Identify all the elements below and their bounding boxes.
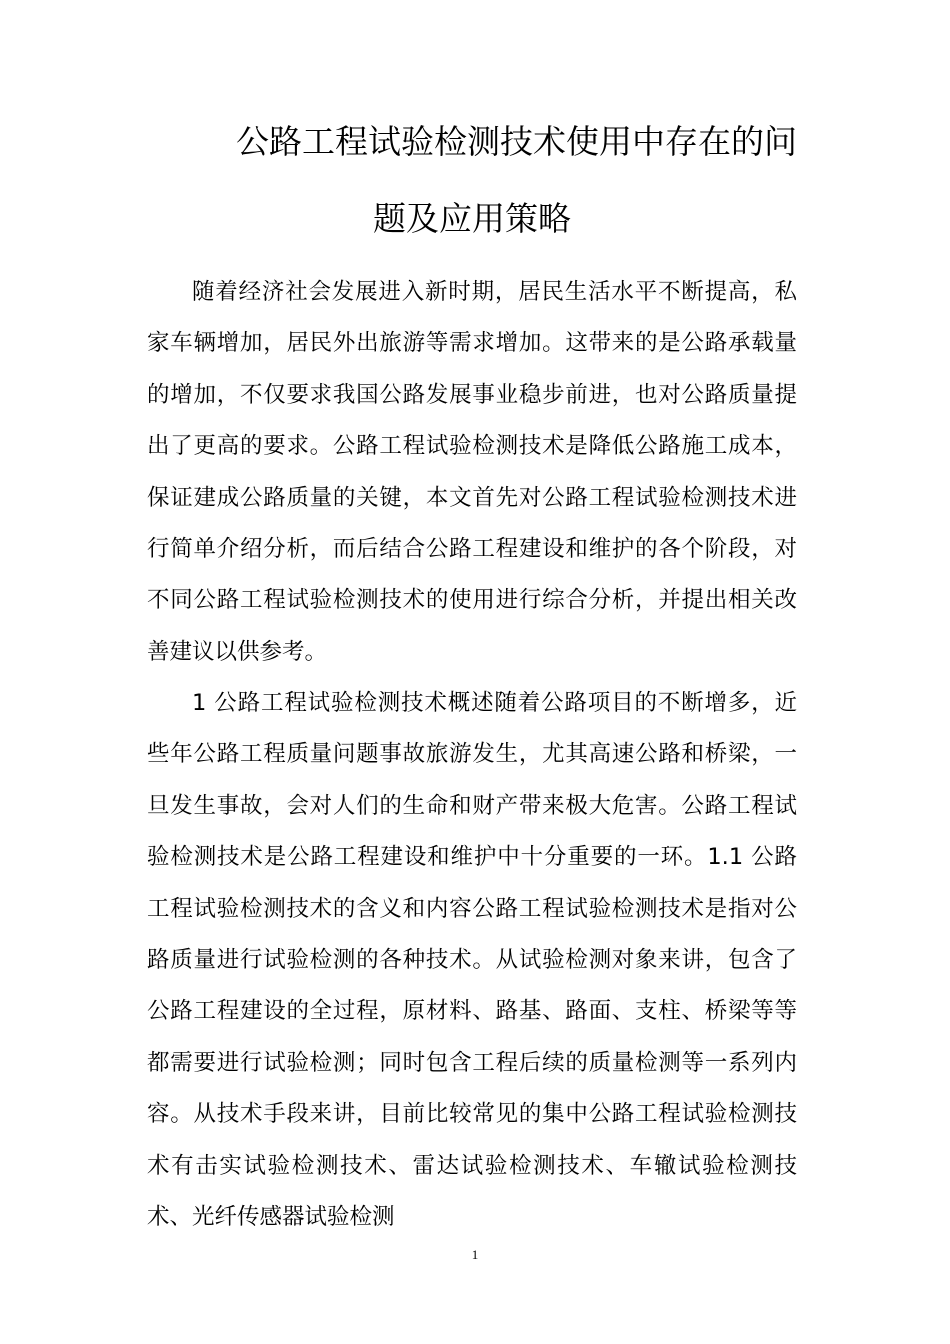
- title-line-2: 题及应用策略: [373, 199, 571, 238]
- title-line-1: 公路工程试验检测技术使用中存在的问: [236, 122, 797, 161]
- paragraph-overview: 1 公路工程试验检测技术概述随着公路项目的不断增多，近些年公路工程质量问题事故旅游发生，尤其高速公路和桥梁，一旦发生事故，会对人们的生命和财产带来极大危害。公路工程试验检测技术是公路工程建设和维护中十分重要的一环。1.1 公路工程试验检测技术的含义和内容公路工程试验检测技术是指对公路质量进行试验检测的各种技术。从试验检测对象来讲，包含了公路工程建设的全过程，原材料、路基、路面、支柱、桥梁等等都需要进行试验检测；同时包含工程后续的质量检测等一系列内容。从技术手段来讲，目前比较常见的集中公路工程试验检测技术有击实试验检测技术、雷达试验检测技术、车辙试验检测技术、光纤传感器试验检测: [147, 690, 797, 1231]
- paragraph-introduction: 随着经济社会发展进入新时期，居民生活水平不断提高，私家车辆增加，居民外出旅游等需求增加。这带来的是公路承载量的增加，不仅要求我国公路发展事业稳步前进，也对公路质量提出了更高的要求。公路工程试验检测技术是降低公路施工成本，保证建成公路质量的关键，本文首先对公路工程试验检测技术进行简单介绍分析，而后结合公路工程建设和维护的各个阶段，对不同公路工程试验检测技术的使用进行综合分析，并提出相关改善建议以供参考。: [147, 279, 797, 665]
- page-number: 1: [471, 1247, 479, 1262]
